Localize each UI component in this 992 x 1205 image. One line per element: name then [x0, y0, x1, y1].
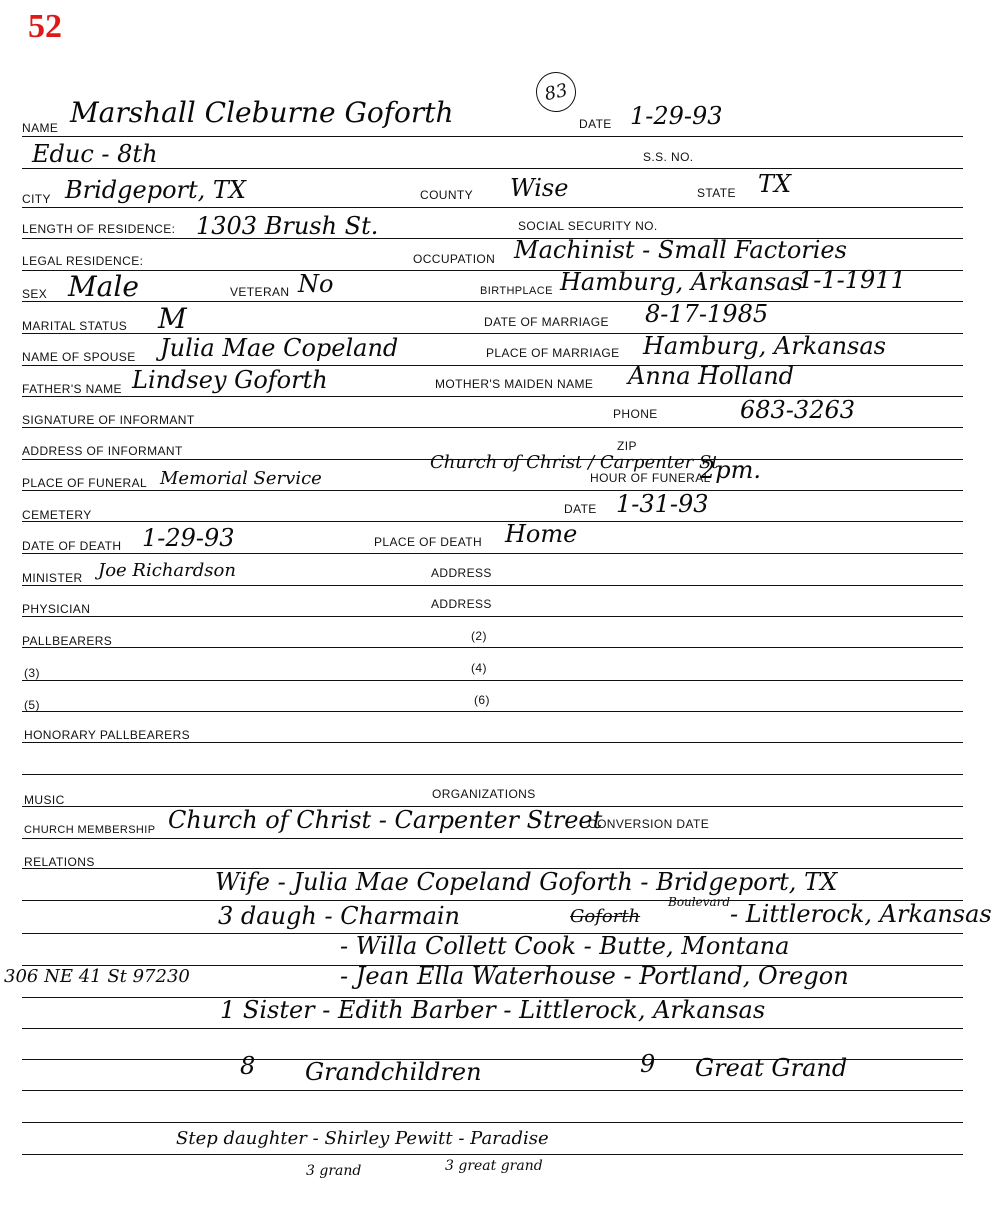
label-physician-address: ADDRESS — [431, 597, 492, 611]
label-social-security-no: SOCIAL SECURITY NO. — [518, 219, 658, 233]
label-marital-status: MARITAL STATUS — [22, 319, 128, 333]
label-music: MUSIC — [24, 793, 65, 807]
rule-relations-8 — [22, 1122, 963, 1123]
rule-signature — [22, 427, 963, 428]
rule-physician — [22, 616, 963, 617]
label-minister-address: ADDRESS — [431, 566, 492, 580]
label-ss-no: S.S. NO. — [643, 150, 694, 164]
label-hour-of-funeral: HOUR OF FUNERAL — [590, 471, 711, 485]
value-city: Bridgeport, TX — [65, 176, 246, 204]
rule-relations-7 — [22, 1090, 963, 1091]
label-address-of-informant: ADDRESS OF INFORMANT — [22, 444, 183, 458]
value-date-of-death: 1-29-93 — [142, 524, 235, 552]
label-date-of-death: DATE OF DEATH — [22, 539, 122, 553]
label-signature-of-informant: SIGNATURE OF INFORMANT — [22, 413, 195, 427]
relation-line-wife: Wife - Julia Mae Copeland Goforth - Bridgeport, TX — [215, 868, 838, 896]
value-education: Educ - 8th — [32, 140, 158, 168]
label-name-of-spouse: NAME OF SPOUSE — [22, 350, 136, 364]
label-county: COUNTY — [420, 188, 474, 202]
relation-great-grand-count: 9 — [640, 1050, 656, 1078]
value-birthplace: Hamburg, Arkansas — [560, 268, 803, 296]
relation-grandchildren-count: 8 — [240, 1052, 256, 1080]
label-birthplace: BIRTHPLACE — [480, 285, 553, 297]
label-legal-residence: LEGAL RESIDENCE: — [22, 254, 144, 268]
value-phone: 683-3263 — [740, 396, 855, 424]
value-place-of-funeral: Memorial Service — [160, 468, 322, 489]
value-place-of-death: Home — [505, 520, 578, 548]
label-pallbearer-6: (6) — [474, 693, 490, 707]
label-place-of-funeral: PLACE OF FUNERAL — [22, 476, 148, 490]
relation-grandchildren-label: Grandchildren — [305, 1058, 482, 1086]
page-number: 52 — [28, 8, 62, 45]
value-funeral-date: 1-31-93 — [616, 490, 709, 518]
value-fathers-name: Lindsey Goforth — [132, 366, 328, 394]
value-minister: Joe Richardson — [98, 560, 236, 581]
relation-line-step-daughter: Step daughter - Shirley Pewitt - Paradise — [176, 1128, 549, 1149]
label-fathers-name: FATHER'S NAME — [22, 382, 122, 396]
label-conversion-date: CONVERSION DATE — [588, 817, 710, 831]
relation-line-sister: 1 Sister - Edith Barber - Littlerock, Arkansas — [220, 996, 766, 1024]
value-date: 1-29-93 — [630, 102, 723, 130]
value-place-of-marriage: Hamburg, Arkansas — [643, 332, 886, 360]
value-occupation: Machinist - Small Factories — [514, 236, 847, 264]
rule-honorary-1 — [22, 742, 963, 743]
label-cemetery: CEMETERY — [22, 508, 92, 522]
value-funeral-church: Church of Christ / Carpenter St — [430, 452, 719, 473]
rule-pallbearers-1 — [22, 647, 963, 648]
label-city: CITY — [22, 192, 51, 206]
rule-city — [22, 207, 963, 208]
value-name: Marshall Cleburne Goforth — [70, 96, 454, 129]
rule-education — [22, 168, 963, 169]
value-date-of-marriage: 8-17-1985 — [645, 300, 769, 328]
rule-relations-9 — [22, 1154, 963, 1155]
relation-line-daughter-2: - Willa Collett Cook - Butte, Montana — [340, 932, 790, 960]
label-phone: PHONE — [613, 407, 658, 421]
rule-relations-5 — [22, 1028, 963, 1029]
value-mothers-maiden-name: Anna Holland — [628, 362, 795, 390]
value-length-of-residence: 1303 Brush St. — [196, 212, 379, 240]
label-pallbearer-4: (4) — [471, 661, 487, 675]
circled-stamp-mark: 83 — [532, 68, 579, 115]
rule-pallbearers-2 — [22, 680, 963, 681]
rule-funeral — [22, 490, 963, 491]
value-church-membership: Church of Christ - Carpenter Street — [168, 806, 603, 834]
label-zip: ZIP — [617, 439, 637, 453]
relation-line-daughter-3: - Jean Ella Waterhouse - Portland, Oregon — [340, 962, 849, 990]
value-name-of-spouse: Julia Mae Copeland — [160, 334, 399, 362]
label-sex: SEX — [22, 287, 48, 301]
label-minister: MINISTER — [22, 571, 83, 585]
label-veteran: VETERAN — [230, 285, 290, 299]
value-sex: Male — [68, 270, 139, 303]
value-veteran: No — [298, 270, 334, 298]
relation-note-boulevard: Boulevard — [668, 895, 731, 909]
relation-step-great-grand: 3 great grand — [445, 1158, 543, 1174]
label-mothers-maiden-name: MOTHER'S MAIDEN NAME — [435, 377, 594, 391]
rule-honorary-2 — [22, 774, 963, 775]
relation-margin-address: 306 NE 41 St 97230 — [4, 966, 190, 987]
rule-death — [22, 553, 963, 554]
label-pallbearer-2: (2) — [471, 629, 487, 643]
rule-name — [22, 136, 963, 137]
value-state: TX — [758, 170, 792, 198]
label-occupation: OCCUPATION — [413, 252, 496, 266]
label-funeral-date: DATE — [564, 502, 597, 516]
label-church-membership: CHURCH MEMBERSHIP — [24, 824, 156, 836]
value-county: Wise — [510, 174, 569, 202]
rule-cemetery — [22, 521, 963, 522]
relation-great-grand-label: Great Grand — [695, 1054, 848, 1082]
label-honorary-pallbearers: HONORARY PALLBEARERS — [24, 728, 191, 742]
label-relations: RELATIONS — [24, 855, 95, 869]
label-name: NAME — [22, 121, 59, 135]
label-place-of-death: PLACE OF DEATH — [374, 535, 483, 549]
rule-minister — [22, 585, 963, 586]
label-pallbearer-3: (3) — [24, 666, 40, 680]
value-marital-status: M — [158, 302, 187, 335]
label-length-of-residence: LENGTH OF RESIDENCE: — [22, 222, 176, 236]
label-pallbearer-5: (5) — [24, 698, 40, 712]
label-date: DATE — [579, 117, 612, 131]
label-pallbearers: PALLBEARERS — [22, 634, 113, 648]
label-state: STATE — [697, 186, 736, 200]
relation-line-daughter-1: 3 daugh - Charmain — [218, 902, 461, 930]
relation-line-daughter-1-place: - Littlerock, Arkansas — [730, 900, 992, 928]
label-place-of-marriage: PLACE OF MARRIAGE — [486, 346, 620, 360]
label-physician: PHYSICIAN — [22, 602, 91, 616]
rule-church — [22, 838, 963, 839]
label-organizations: ORGANIZATIONS — [432, 787, 536, 801]
label-date-of-marriage: DATE OF MARRIAGE — [484, 315, 609, 329]
value-birth-date: 1-1-1911 — [798, 266, 906, 294]
value-hour-of-funeral: 2pm. — [700, 456, 762, 484]
rule-pallbearers-3 — [22, 711, 963, 712]
relation-step-grand: 3 grand — [306, 1163, 362, 1179]
relation-struck-goforth: Goforth — [570, 906, 641, 927]
